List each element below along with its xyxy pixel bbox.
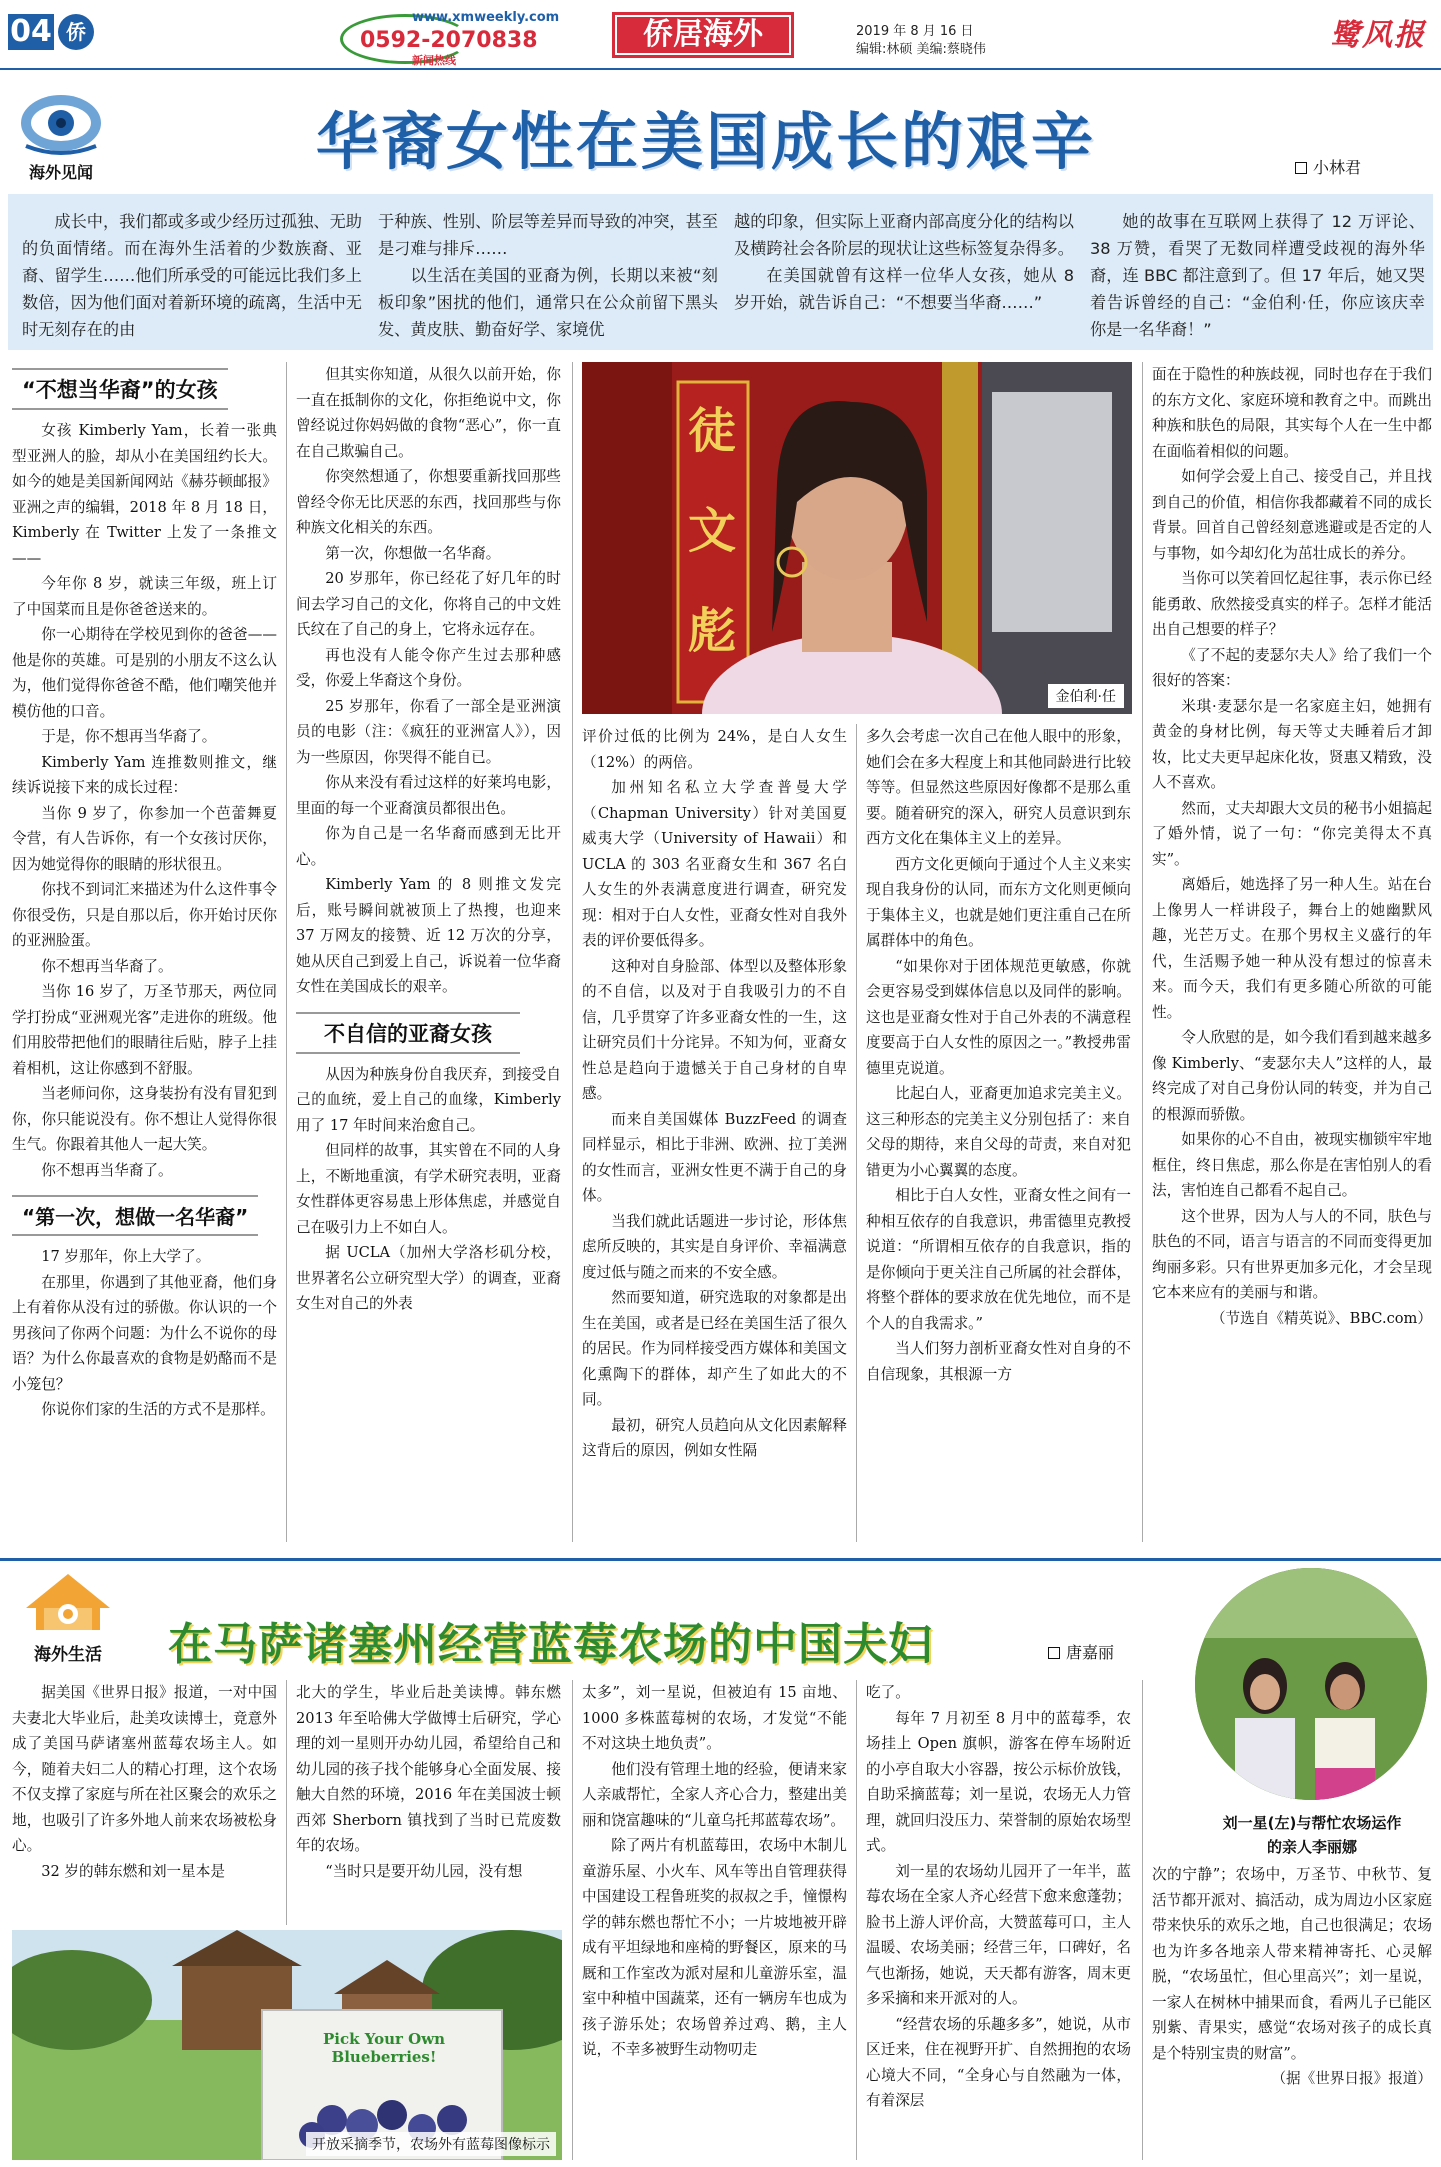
paragraph: 今年你 8 岁，就读三年级，班上订了中国菜而且是你爸爸送来的。 xyxy=(12,575,277,618)
paragraph: 多久会考虑一次自己在他人眼中的形象，她们会在多大程度上和其他同龄进行比较等等。但显然这些原因好像都不是那么重要。随着研究的深入，研究人员意识到东西方文化在集体主义上的差异。 xyxy=(866,728,1131,847)
lede-band xyxy=(8,194,1433,350)
paragraph: 25 岁那年，你看了一部全是亚洲演员的电影（注：《疯狂的亚洲富人》），因为一些原因，你哭得不能自已。 xyxy=(296,697,561,766)
paragraph: Kimberly Yam 连推数则推文，继续诉说接下来的成长过程： xyxy=(12,753,277,796)
website-text: www.xmweekly.com xyxy=(412,10,560,25)
column-logo-haiwaijianwen xyxy=(16,88,106,182)
paragraph: 每年 7 月初至 8 月中的蓝莓季，农场挂上 Open 旗帜，游客在停车场附近的小亭自取大小容器，按公示标价放钱，自助采摘蓝莓；刘一星说，农场无人力管理，就回归没压力、荣誉制的原始农场型式。 xyxy=(866,1709,1131,1854)
kimberly-photo xyxy=(582,362,1132,714)
sign-char: 文 xyxy=(688,503,737,559)
paragraph: 相比于白人女性，亚裔女性之间有一种相互依存的自我意识，弗雷德里克教授说道：“所谓相互依存的自我意识，指的是你倾向于更关注自己所属的社会群体，将整个群体的要求放在优先地位，而不是个人的自我需求。” xyxy=(866,1187,1131,1332)
header-rule xyxy=(0,68,1441,70)
article1-title: 华裔女性在美国成长的艰辛 xyxy=(316,105,1097,178)
paragraph: 当你可以笑着回忆起往事，表示你已经能勇敢、欣然接受真实的样子。怎样才能活出自己想要的样子？ xyxy=(1152,570,1432,638)
paragraph: “如果你对于团体规范更敏感，你就会更容易受到媒体信息以及同伴的影响。这也是亚裔女性对于自己外表的不满意程度要高于白人女性的原因之一。”教授弗雷德里克说道。 xyxy=(866,957,1131,1077)
paragraph: 吃了。 xyxy=(866,1684,910,1701)
paragraph: 于是，你不想再当华裔了。 xyxy=(41,728,217,745)
paragraph: 加州知名私立大学查普曼大学（Chapman University）针对美国夏威夷大学（University of Hawaii）和 UCLA 的 303 名亚裔女生和 367 名白人女生的外表满意度进行调查，研究发现：相对于白人女性，亚裔女性对自我外表的评价要低得多。 xyxy=(582,779,847,949)
lede-col-3 xyxy=(734,208,1074,316)
paragraph: 当老师问你，这身装扮有没有冒犯到你，你只能说没有。你不想让人觉得你很生气。你跟着其他人一起大笑。 xyxy=(12,1085,277,1153)
article2-col-4 xyxy=(866,1680,1131,2160)
farm-photo-caption: 开放采摘季节，农场外有蓝莓图像标示 xyxy=(306,2132,556,2156)
article2-title: 在马萨诸塞州经营蓝莓农场的中国夫妇 xyxy=(168,1619,933,1670)
column-rule xyxy=(1142,1680,1143,2160)
portrait-illustration xyxy=(582,362,1132,714)
paragraph: 据 UCLA（加州大学洛杉矶分校，世界著名公立研究型大学）的调查，亚裔女生对自己的外表 xyxy=(296,1244,561,1312)
paragraph: 当你 16 岁了，万圣节那天，两位同学打扮成“亚洲观光客”走进你的班级。他们用胶带把他们的眼睛往后贴，脖子上挂着相机，这让你感到不舒服。 xyxy=(12,983,277,1077)
article1-col-2 xyxy=(296,362,561,1547)
column-tag: 海外见闻 xyxy=(28,163,93,182)
paragraph: 当你 9 岁了，你参加一个芭蕾舞夏令营，有人告诉你，有一个女孩讨厌你，因为她觉得你的眼睛的形状很丑。 xyxy=(12,804,277,873)
paragraph: 第一次，你想做一名华裔。 xyxy=(325,544,501,562)
paragraph: 20 岁那年，你已经花了好几年的时间去学习自己的文化，你将自己的中文姓氏纹在了自己的身上，它将永远存在。 xyxy=(296,570,561,638)
article2-source: （据《世界日报》报道） xyxy=(1271,2070,1432,2087)
subhead: “不想当华裔”的女孩 xyxy=(12,368,228,410)
paragraph: 而来自美国媒体 BuzzFeed 的调查同样显示，相比于非洲、欧洲、拉丁美洲的女性而言，亚洲女性更不满于自己的身体。 xyxy=(582,1110,847,1204)
paragraph: 比起白人，亚裔更加追求完美主义。这三种形态的完美主义分别包括了：来自父母的期待，来自父母的苛责，来自对犯错更为小心翼翼的态度。 xyxy=(866,1085,1131,1179)
house-icon xyxy=(18,1570,118,1632)
article1-source: （节选自《精英说》、BBC.com） xyxy=(1210,1309,1432,1327)
byline-box-icon xyxy=(1048,1647,1060,1659)
paragraph: 但其实你知道，从很久以前开始，你一直在抵制你的文化，你拒绝说中文，你曾经说过你妈妈做的食物“恶心”，你一直在自己欺骗自己。 xyxy=(296,366,561,460)
article2-col-1 xyxy=(12,1680,277,1925)
paragraph: 他们没有管理土地的经验，便请来家人亲戚帮忙，全家人齐心合力，整建出美丽和饶富趣味的“儿童乌托邦蓝莓农场”。 xyxy=(582,1760,847,1829)
page-number-box: 04 xyxy=(8,14,54,50)
lede-paragraph: 于种族、性别、阶层等差异而导致的冲突，甚至是刁难与排斥…… xyxy=(378,212,718,258)
paragraph: 然而要知道，研究选取的对象都是出生在美国，或者是已经在美国生活了很久的居民。作为同样接受西方媒体和美国文化熏陶下的群体，却产生了如此大的不同。 xyxy=(582,1289,847,1408)
paragraph: 太多”，刘一星说，但被迫有 15 亩地、1000 多株蓝莓树的农场，才发觉“不能不对这块土地负责”。 xyxy=(582,1684,847,1752)
column-rule xyxy=(286,362,287,1542)
paragraph: 如何学会爱上自己、接受自己，并且找到自己的价值，相信你我都藏着不同的成长背景。回首自己曾经刻意逃避或是否定的人与事物，如今却幻化为茁壮成长的养分。 xyxy=(1152,468,1432,562)
paragraph: 刘一星的农场幼儿园开了一年半，蓝莓农场在全家人齐心经营下愈来愈蓬勃；脸书上游人评价高，大赞蓝莓可口，主人温暖、农场美丽；经营三年，口碑好，名气也渐扬，她说，天天都有游客，周末更多采摘和来开派对的人。 xyxy=(866,1862,1131,2007)
paragraph: “经营农场的乐趣多多”，她说，从市区迁来，住在视野开扩、自然拥抱的农场心境大不同，“全身心与自然融为一体，有着深层 xyxy=(866,2015,1131,2109)
portrait-caption-2: 的亲人李丽娜 xyxy=(1266,1838,1357,1856)
paragraph: “当时只是要开幼儿园，没有想 xyxy=(325,1862,523,1880)
paragraph: 当我们就此话题进一步讨论，形体焦虑所反映的，其实是自身评价、幸福满意度过低与随之而来的不安全感。 xyxy=(582,1212,847,1281)
lede-paragraph: 成长中，我们都或多或少经历过孤独、无助的负面情绪。而在海外生活着的少数族裔、亚裔、留学生……他们所承受的可能远比我们多上数倍，因为他们面对着新环境的疏离，生活中无时无刻存在的由 xyxy=(22,212,362,339)
farm-photo xyxy=(12,1930,562,2160)
phone-text: 0592-2070838 xyxy=(360,28,538,53)
portrait-photo xyxy=(1195,1568,1427,1800)
sign-char: 彪 xyxy=(688,603,737,659)
paragraph: 你说你们家的生活的方式不是那样。 xyxy=(41,1401,275,1418)
lede-paragraph: 在美国就曾有这样一位华人女孩，她从 8 岁开始，就告诉自己：“不想要当华裔……” xyxy=(734,266,1074,312)
lede-col-2 xyxy=(378,208,718,343)
byline-name: 唐嘉丽 xyxy=(1066,1643,1115,1662)
paragraph: 你不想再当华裔了。 xyxy=(41,957,173,975)
paragraph: 最初，研究人员趋向从文化因素解释这背后的原因，例如女性隔 xyxy=(582,1416,847,1459)
article2-col-3 xyxy=(582,1680,847,2160)
editors: 编辑:林硕 美编:蔡晓伟 xyxy=(856,42,986,57)
portrait-caption-1: 刘一星(左)与帮忙农场运作 xyxy=(1222,1814,1402,1832)
eye-icon xyxy=(16,88,106,158)
subhead: 不自信的亚裔女孩 xyxy=(296,1012,520,1054)
column-tag: 海外生活 xyxy=(34,1645,102,1665)
paragraph: 西方文化更倾向于通过个人主义来实现自我身份的认同，而东方文化则更倾向于集体主义，也就是她们更注重自己在所属群体中的角色。 xyxy=(866,855,1131,949)
article1-col-3 xyxy=(582,724,847,1547)
byline-name: 小林君 xyxy=(1313,158,1362,177)
column-rule xyxy=(286,1680,287,1925)
article1-col-4 xyxy=(866,724,1131,1547)
paragraph: 然而，丈夫却跟大文员的秘书小姐搞起了婚外情，说了一句：“你完美得太不真实”。 xyxy=(1152,799,1432,868)
farm-sign-text: Pick Your Own Blueberries! xyxy=(322,2030,446,2066)
lede-paragraph: 越的印象，但实际上亚裔内部高度分化的结构以及横跨社会各阶层的现状让这些标签复杂得多。 xyxy=(734,212,1074,258)
paragraph: 北大的学生，毕业后赴美读博。韩东燃 2013 年至哈佛大学做博士后研究，学心理的刘一星则开办幼儿园，希望给自己和幼儿园的孩子找个能够身心全面发展、接触大自然的环境，2016 年在美国波士顿西郊 Sherborn 镇找到了当时已荒废数年的农场。 xyxy=(296,1684,561,1854)
paragraph: 《了不起的麦瑟尔夫人》给了我们一个很好的答案： xyxy=(1152,646,1432,689)
paragraph: 再也没有人能令你产生过去那种感受，你爱上华裔这个身份。 xyxy=(296,646,561,689)
section-divider xyxy=(0,1558,1441,1561)
article2-byline xyxy=(1048,1640,1114,1663)
lede-paragraph: 以生活在美国的亚裔为例，长期以来被“刻板印象”困扰的他们，通常只在公众前留下黑头发、黄皮肤、勤奋好学、家境优 xyxy=(378,266,718,339)
paragraph: 面在于隐性的种族歧视，同时也存在于我们的东方文化、家庭环境和教育之中。而跳出种族和肤色的局限，其实每个人在一生中都在面临着相似的问题。 xyxy=(1152,366,1432,460)
paragraph: 次的宁静”；农场中，万圣节、中秋节、复活节都开派对、搞活动，成为周边小区家庭带来快乐的欢乐之地，自己也很满足；农场也为许多各地亲人带来精神寄托、心灵解脱，“农场虽忙，但心里高兴”；刘一星说，一家人在树林中捕果而食，看两儿子已能区别紫、青果实，感觉“农场对孩子的成长真是个特别宝贵的财富”。 xyxy=(1152,1866,1432,2062)
column-logo-haiwaishenghuo xyxy=(18,1570,118,1665)
article2-col-5 xyxy=(1152,1862,1432,2162)
column-rule xyxy=(856,1680,857,2160)
sign-char: 徒 xyxy=(688,403,737,459)
article1-col-5 xyxy=(1152,362,1432,1547)
article1-byline xyxy=(1295,155,1361,178)
paragraph: 离婚后，她选择了另一种人生。站在台上像男人一样讲段子，舞台上的她幽默风趣，光芒万丈。在那个男权主义盛行的年代，生活赐予她一种从没有想过的惊喜未来。而今天，我们有更多随心所欲的可能性。 xyxy=(1152,876,1432,1021)
paragraph: 令人欣慰的是，如今我们看到越来越多像 Kimberly、“麦瑟尔夫人”这样的人，最终完成了对自己身份认同的转变，并为自己的根源而骄傲。 xyxy=(1152,1029,1432,1123)
paragraph: 从因为种族身份自我厌弃，到接受自己的血统，爱上自己的血缘，Kimberly 用了 17 年时间来治愈自己。 xyxy=(296,1065,561,1134)
paragraph: 你不想再当华裔了。 xyxy=(41,1161,173,1179)
paragraph: Kimberly Yam 的 8 则推文发完后，账号瞬间就被顶上了热搜，也迎来 37 万网友的接赞、近 12 万次的分享，她从厌自己到爱上自己，诉说着一位华裔女性在美国成长的艰辛。 xyxy=(296,876,561,995)
paragraph: 在那里，你遇到了其他亚裔，他们身上有着你从没有过的骄傲。你认识的一个男孩问了你两个问题：为什么不说你的母语？为什么你最喜欢的食物是奶酪而不是小笼包？ xyxy=(12,1273,277,1393)
article1-col-1 xyxy=(12,362,277,1547)
page-section-badge: 侨 xyxy=(58,14,94,50)
paragraph: 你为自己是一名华裔而感到无比开心。 xyxy=(296,825,561,868)
masthead-logo: 鹭风报 xyxy=(1330,18,1426,53)
issue-date: 2019 年 8 月 16 日 xyxy=(856,24,974,39)
column-rule xyxy=(572,362,573,1542)
paragraph: 女孩 Kimberly Yam，长着一张典型亚洲人的脸，却从小在美国纽约长大。如今的她是美国新闻网站《赫芬顿邮报》亚洲之声的编辑，2018 年 8 月 18 日，Kimberly 在 Twitter 上发了一条推文—— xyxy=(12,422,277,567)
paragraph: 这个世界，因为人与人的不同，肤色与肤色的不同，语言与语言的不同而变得更加绚丽多彩。只有世界更加多元化，才会呈现它本来应有的美丽与和谐。 xyxy=(1152,1207,1432,1301)
paragraph: 米琪·麦瑟尔是一名家庭主妇，她拥有黄金的身材比例，每天等丈夫睡着后才卸妆，比丈夫更早起床化妆，贤惠又精致，没人不喜欢。 xyxy=(1152,697,1432,791)
paragraph: 你从来没有看过这样的好莱坞电影，里面的每一个亚裔演员都很出色。 xyxy=(296,774,561,817)
lede-paragraph: 她的故事在互联网上获得了 12 万评论、38 万赞，看哭了无数同样遭受歧视的海外华裔，连 BBC 都注意到了。但 17 年后，她又哭着告诉曾经的自己：“金伯利·任，你应该庆幸你是一名华裔！” xyxy=(1090,212,1425,339)
paragraph: 除了两片有机蓝莓田，农场中木制儿童游乐屋、小火车、风车等出自管理获得中国建设工程鲁班奖的叔叔之手，憧憬构学的韩东燃也帮忙不小；一片坡地被开辟成有平坦绿地和座椅的野餐区，原来的马厩和工作室改为派对屋和儿童游乐室，温室中种植中国蔬菜，还有一辆房车也成为孩子游乐处；农场曾养过鸡、鹅，主人说，不幸多被野生动物叨走 xyxy=(582,1837,847,2058)
paragraph: 你找不到词汇来描述为什么这件事令你很受伤，只是自那以后，你开始讨厌你的亚洲脸蛋。 xyxy=(12,881,277,949)
hotline-logo xyxy=(330,6,590,70)
paragraph: 17 岁那年，你上大学了。 xyxy=(41,1248,211,1265)
paragraph: 如果你的心不自由，被现实枷锁牢牢地框住，终日焦虑，那么你是在害怕别人的看法，害怕连自己都看不起自己。 xyxy=(1152,1131,1432,1199)
byline-box-icon xyxy=(1295,162,1307,174)
paragraph: 你一心期待在学校见到你的爸爸——他是你的英雄。可是别的小朋友不这么认为，他们觉得你爸爸不酷，他们嘲笑他并模仿他的口音。 xyxy=(12,626,277,720)
paragraph: 32 岁的韩东燃和刘一星本是 xyxy=(41,1862,225,1880)
couple-portrait xyxy=(1195,1568,1427,1800)
lede-col-4 xyxy=(1090,208,1425,343)
paragraph: 这种对自身脸部、体型以及整体形象的不自信，以及对于自我吸引力的不自信，几乎贯穿了许多亚裔女性的一生，这让研究员们十分诧异。不知为何，亚裔女性总是趋向于遗憾关于自己身材的自卑感。 xyxy=(582,957,847,1102)
paragraph: 据美国《世界日报》报道，一对中国夫妻北大毕业后，赴美攻读博士，竟意外成了美国马萨诸塞州蓝莓农场主人。如今，随着夫妇二人的精心打理，这个农场不仅支撑了家庭与所在社区聚会的欢乐之地，也吸引了许多外地人前来农场被松身心。 xyxy=(12,1684,277,1854)
paragraph: 但同样的故事，其实曾在不同的人身上，不断地重演，有学术研究表明，亚裔女性群体更容易患上形体焦虑，并感觉自己在吸引力上不如白人。 xyxy=(296,1142,561,1236)
column-rule xyxy=(572,1680,573,2160)
subhead: “第一次，想做一名华裔” xyxy=(12,1195,258,1236)
lede-col-1 xyxy=(22,208,362,343)
column-rule xyxy=(856,724,857,1542)
paragraph: 你突然想通了，你想要重新找回那些曾经令你无比厌恶的东西，找回那些与你种族文化相关的东西。 xyxy=(296,468,561,536)
paragraph: 当人们努力剖析亚裔女性对自身的不自信现象，其根源一方 xyxy=(866,1340,1131,1383)
paragraph: 评价过低的比例为 24%，是白人女生（12%）的两倍。 xyxy=(582,728,847,771)
section-title: 侨居海外 xyxy=(617,17,789,53)
column-rule xyxy=(1142,362,1143,1542)
article2-col-2 xyxy=(296,1680,561,1925)
hotline-text: 新闻热线 xyxy=(412,54,456,67)
section-title-box xyxy=(612,12,794,58)
photo-caption: 金伯利·任 xyxy=(1048,684,1124,708)
